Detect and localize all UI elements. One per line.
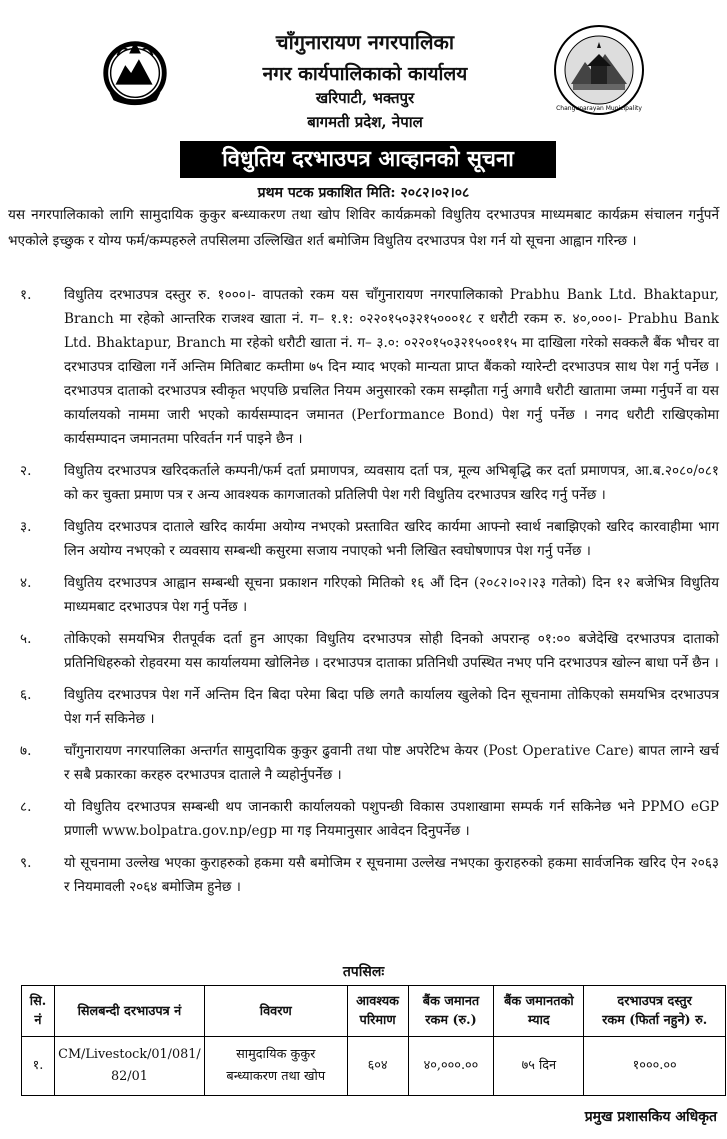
office-address: खरिपाटी, भक्तपुर	[315, 89, 415, 107]
header-description: विवरण	[204, 986, 347, 1037]
clause-number: ३.	[20, 519, 32, 535]
intro-paragraph: यस नगरपालिकाको लागि सामुदायिक कुकुर बन्ध्याकरण तथा खोप शिविर कार्यक्रमको विधुतिय दरभाउपत्र माध्यमबाट कार्यक्रम संचालन गर्नुपर्ने भएकोले इच्छुक र योग्य फर्म/कम्पहरुले तपसिलमा उल्लिखित शर्त बमोजिम विधुतिय दरभाउपत्र पेश गर्न यो सूचना आह्वान गरिन्छ ।	[8, 207, 719, 249]
clause-number: ५.	[20, 631, 32, 647]
published-date: प्रथम पटक प्रकाशित मिति: २०८२।०२।०८	[257, 185, 470, 201]
province-name: बागमती प्रदेश, नेपाल	[307, 113, 423, 131]
header-sn: सि. नं	[22, 986, 55, 1037]
header-guarantee: बैंक जमानत रकम (रु.)	[408, 986, 494, 1037]
clause-text: चाँगुनारायण नगरपालिका अन्तर्गत सामुदायिक कुकुर ढुवानी तथा पोष्ट अपरेटिभ केयर (Post Operative Care) बापत लाग्ने खर्च र सबै प्रकारका करहरु दरभाउपत्र दाताले नै व्यहोर्नुपर्नेछ ।	[64, 743, 719, 783]
clause-number: २.	[20, 463, 32, 479]
schedule-table	[21, 985, 726, 1096]
clause-item	[8, 795, 719, 843]
schedule-heading: तपसिलः	[342, 964, 385, 980]
header-quantity: आवश्यक परिमाण	[347, 986, 408, 1037]
clause-text: विधुतिय दरभाउपत्र आह्वान सम्बन्धी सूचना प्रकाशन गरिएको मितिको १६ औं दिन (२०८२।०२।२३ गतेको) दिन १२ बजेभित्र विधुतिय माध्यमबाट दरभाउपत्र पेश गर्नु पर्नेछ ।	[64, 575, 719, 615]
clause-text: यो विधुतिय दरभाउपत्र सम्बन्धी थप जानकारी कार्यालयको पशुपन्छी विकास उपशाखामा सम्पर्क गर्न सकिनेछ भने PPMO eGP प्रणाली www.bolpatra.gov.np/egp मा गइ नियमानुसार आवेदन दिनुपर्नेछ ।	[64, 799, 719, 839]
table-row	[22, 1037, 726, 1096]
header-bid-no: सिलबन्दी दरभाउपत्र नं	[54, 986, 204, 1037]
signatory-title: प्रमुख प्रशासकिय अधिकृत	[584, 1109, 717, 1125]
clause-number: ७.	[20, 743, 32, 759]
clause-item	[8, 515, 719, 563]
header-fee: दरभाउपत्र दस्तुर रकम (फिर्ता नहुने) रु.	[584, 986, 726, 1037]
clause-number: ४.	[20, 575, 32, 591]
notice-title: विधुतिय दरभाउपत्र आव्हानको सूचना	[180, 141, 556, 178]
clause-number: ६.	[20, 687, 32, 703]
municipality-name: चाँगुनारायण नगरपालिका	[275, 30, 455, 54]
clause-item	[8, 627, 719, 675]
clause-item	[8, 459, 719, 507]
municipality-logo	[553, 24, 645, 116]
cell-quantity: ६०४	[347, 1037, 408, 1096]
cell-sn: १.	[22, 1037, 55, 1096]
clause-number: ९.	[20, 855, 32, 871]
clause-item	[8, 283, 719, 451]
header-validity: बैंक जमानतको म्याद	[494, 986, 584, 1037]
clause-number: ८.	[20, 799, 32, 815]
clause-number: १.	[20, 287, 32, 303]
clause-list	[8, 283, 719, 907]
office-name: नगर कार्यपालिकाको कार्यालय	[262, 63, 468, 85]
clause-item	[8, 571, 719, 619]
svg-text:Changunarayan Municipality: Changunarayan Municipality	[556, 105, 642, 112]
table-header-row	[22, 986, 726, 1037]
letterhead	[0, 0, 727, 130]
clause-item	[8, 851, 719, 899]
cell-bid-no: CM/Livestock/01/081/ 82/01	[54, 1037, 204, 1096]
clause-item	[8, 683, 719, 731]
clause-text: तोकिएको समयभित्र रीतपूर्वक दर्ता हुन आएका विधुतिय दरभाउपत्र सोही दिनको अपरान्ह ०१:०० बजेदेखि दरभाउपत्र दाताको प्रतिनिधिहरुको रोहवरमा यस कार्यालयमा खोलिनेछ । दरभाउपत्र दाताका प्रतिनिधी उपस्थित नभए पनि दरभाउपत्र खोल्न बाधा पर्ने छैन ।	[64, 631, 719, 671]
cell-description: सामुदायिक कुकुर बन्ध्याकरण तथा खोप	[204, 1037, 347, 1096]
clause-text: विधुतिय दरभाउपत्र खरिदकर्ताले कम्पनी/फर्म दर्ता प्रमाणपत्र, व्यवसाय दर्ता पत्र, मूल्य अभिबृद्धि कर दर्ता प्रमाणपत्र, आ.ब.२०८०/०८१ को कर चुक्ता प्रमाण पत्र र अन्य आवश्यक कागजातको प्रतिलिपी पेश गरी विधुतिय दरभाउपत्र खरिद गर्नु पर्नेछ ।	[64, 463, 719, 503]
clause-text: विधुतिय दरभाउपत्र पेश गर्ने अन्तिम दिन बिदा परेमा बिदा पछि लगतै कार्यालय खुलेको दिन सूचनामा तोकिएको समयभित्र दरभाउपत्र पेश गर्न सकिनेछ ।	[64, 687, 719, 727]
clause-text: विधुतिय दरभाउपत्र दाताले खरिद कार्यमा अयोग्य नभएको प्रस्तावित खरिद कार्यमा आफ्नो स्वार्थ नबाझिएको खरिद कारवाहीमा भाग लिन अयोग्य नभएको र व्यवसाय सम्बन्धी कसुरमा सजाय नपाएको भनी लिखित स्वघोषणापत्र पेश गर्नु पर्नेछ ।	[64, 519, 719, 559]
cell-validity: ७५ दिन	[494, 1037, 584, 1096]
clause-item	[8, 739, 719, 787]
cell-guarantee: ४०,०००.००	[408, 1037, 494, 1096]
clause-text: यो सूचनामा उल्लेख भएका कुराहरुको हकमा यसै बमोजिम र सूचनामा उल्लेख नभएका कुराहरुको हकमा सार्वजनिक खरिद ऐन २०६३ र नियमावली २०६४ बमोजिम हुनेछ ।	[64, 855, 719, 895]
cell-fee: १०००.००	[584, 1037, 726, 1096]
clause-text: विधुतिय दरभाउपत्र दस्तुर रु. १०००।- वापतको रकम यस चाँगुनारायण नगरपालिकाको Prabhu Bank Ltd. Bhaktapur, Branch मा रहेको आन्तरिक राजश्व खाता नं. ग– १.१: ०२२०१५०३२१५०००१८ र धरौटी रकम रु. ४०,०००।- Prabhu Bank Ltd. Bhaktapur, Branch मा रहेको धरौटी खाता नं. ग– ३.०: ०२२०१५०३२१५००११५ मा दाखिला गरेको सक्कलै बैंक भौचर वा दरभाउपत्र दाखिला गर्ने अन्तिम मितिबाट कम्तीमा ७५ दिन म्याद भएको मान्यता प्राप्त बैंकको ग्यारेन्टी दरभाउपत्र साथ पेश गर्नु पर्नेछ । दरभाउपत्र दाताको दरभाउपत्र स्वीकृत भएपछि प्रचलित नियम अनुसारको रकम सम्झौता गर्नु अगावै धरौटी खातामा जम्मा गर्नुपर्ने वा यस कार्यालयको नाममा जारी भएको कार्यसम्पादन जमानत (Performance Bond) पेश गर्नु पर्नेछ । नगद धरौटी राखिएकोमा कार्यसम्पादन जमानतमा परिवर्तन गर्न पाइने छैन ।	[64, 287, 719, 447]
